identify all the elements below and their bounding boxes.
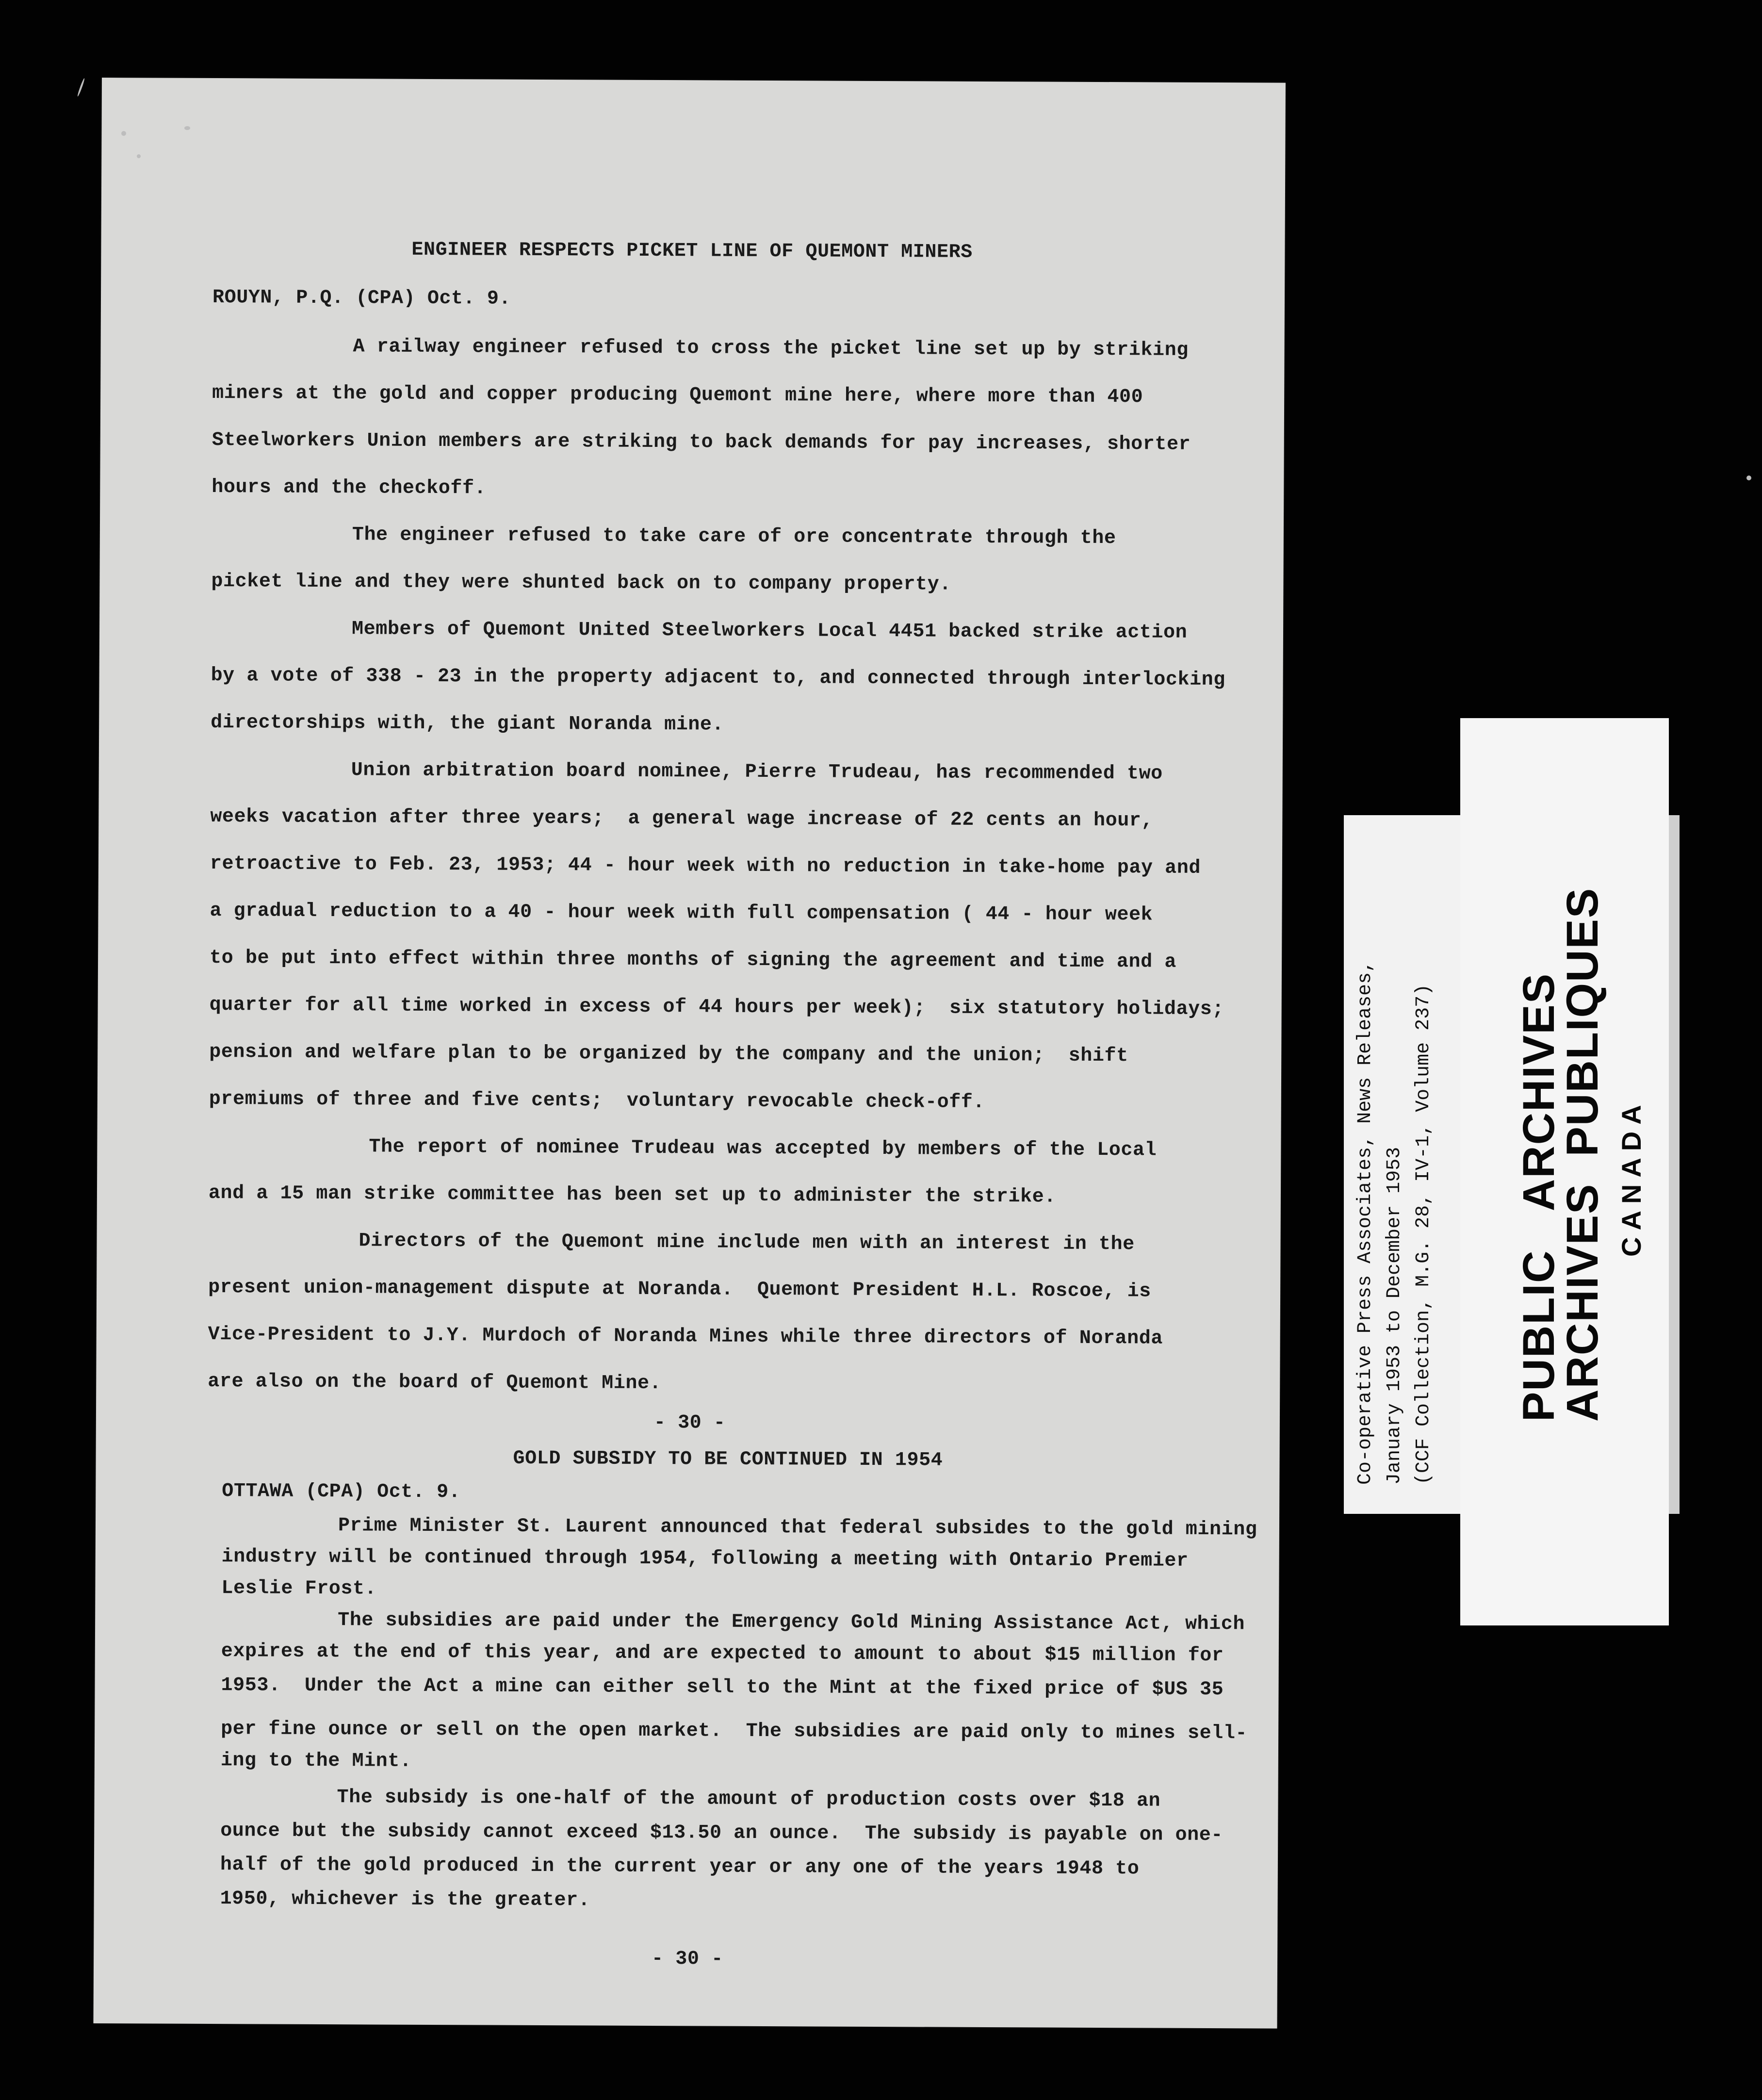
- a1-p4-l8: premiums of three and five cents; voluntary revocable check-off.: [209, 1088, 985, 1114]
- a2-p1-l1: Prime Minister St. Laurent announced that federal subsides to the gold mining: [338, 1515, 1257, 1541]
- typed-document-page: [94, 78, 1286, 2029]
- a2-p2-l2: expires at the end of this year, and are expected to amount to about $15 million for: [221, 1641, 1224, 1667]
- a2-p2-l5: ing to the Mint.: [220, 1750, 412, 1772]
- citation-line-2: January 1953 to December 1953: [1384, 1147, 1405, 1485]
- page-mark-1: - 30 -: [653, 1411, 726, 1434]
- a2-p2-l3: 1953. Under the Act a mine can either sell to the Mint at the fixed price of $US 35: [221, 1674, 1224, 1701]
- archives-country: CANADA: [1616, 1098, 1647, 1257]
- a2-p3-l2: ounce but the subsidy cannot exceed $13.50 an ounce. The subsidy is payable on one-: [220, 1820, 1224, 1847]
- film-speck: [137, 154, 141, 158]
- headline-2: GOLD SUBSIDY TO BE CONTINUED IN 1954: [513, 1447, 943, 1472]
- a1-p5-l2: and a 15 man strike committee has been set up to administer the strike.: [208, 1182, 1056, 1208]
- a1-p4-l6: quarter for all time worked in excess of 44 hours per week); six statutory holidays;: [209, 994, 1224, 1021]
- a1-p2-l2: picket line and they were shunted back on to company property.: [211, 570, 952, 596]
- a2-p3-l4: 1950, whichever is the greater.: [220, 1888, 590, 1912]
- a2-p3-l1: The subsidy is one-half of the amount of production costs over $18 an: [337, 1787, 1161, 1812]
- dateline-1: ROUYN, P.Q. (CPA) Oct. 9.: [212, 286, 511, 310]
- a2-p1-l3: Leslie Frost.: [221, 1577, 377, 1600]
- a1-p4-l4: a gradual reduction to a 40 - hour week with full compensation ( 44 - hour week: [210, 900, 1153, 926]
- a1-p5-l1: The report of nominee Trudeau was accepted by members of the Local: [369, 1136, 1157, 1162]
- citation-line-3: (CCF Collection, M.G. 28, IV-1, Volume 237): [1413, 984, 1435, 1485]
- a1-p6-l2: present union-management dispute at Noranda. Quemont President H.L. Roscoe, is: [208, 1276, 1151, 1303]
- a1-p4-l7: pension and welfare plan to be organized by the company and the union; shift: [209, 1041, 1128, 1067]
- a1-p4-l5: to be put into effect within three months of signing the agreement and time and a: [209, 947, 1177, 973]
- page-mark-2: - 30 -: [651, 1948, 723, 1970]
- a1-p3-l2: by a vote of 338 - 23 in the property adjacent to, and connected through interlocking: [211, 664, 1226, 691]
- film-speck: [1746, 476, 1751, 480]
- citation-line-1: Co-operative Press Associates, News Releases,: [1354, 960, 1376, 1485]
- archives-stamp-card: [1460, 718, 1669, 1625]
- a1-p3-l3: directorships with, the giant Noranda mine.: [211, 711, 724, 736]
- a2-p2-l1: The subsidies are paid under the Emergency Gold Mining Assistance Act, which: [338, 1609, 1245, 1636]
- a1-p1-l2: miners at the gold and copper producing Quemont mine here, where more than 400: [212, 382, 1143, 409]
- a2-p3-l3: half of the gold produced in the current year or any one of the years 1948 to: [220, 1854, 1140, 1880]
- dateline-2: OTTAWA (CPA) Oct. 9.: [222, 1480, 461, 1504]
- a1-p4-l1: Union arbitration board nominee, Pierre Trudeau, has recommended two: [351, 759, 1163, 785]
- archives-name-french: ARCHIVES PUBLIQUES: [1558, 887, 1607, 1422]
- a1-p1-l3: Steelworkers Union members are striking to back demands for pay increases, shorter: [212, 429, 1191, 456]
- a1-p6-l1: Directors of the Quemont mine include men with an interest in the: [359, 1230, 1135, 1256]
- film-speck: [184, 126, 190, 130]
- a1-p6-l4: are also on the board of Quemont Mine.: [208, 1370, 662, 1395]
- a1-p6-l3: Vice-President to J.Y. Murdoch of Noranda Mines while three directors of Noranda: [208, 1323, 1163, 1350]
- citation-label-card: [1344, 815, 1460, 1514]
- a1-p3-l1: Members of Quemont United Steelworkers Local 4451 backed strike action: [351, 618, 1188, 644]
- archives-name-english: PUBLIC ARCHIVES: [1514, 972, 1564, 1422]
- film-scratch: [77, 78, 85, 97]
- a1-p4-l2: weeks vacation after three years; a general wage increase of 22 cents an hour,: [210, 805, 1154, 832]
- a1-p4-l3: retroactive to Feb. 23, 1953; 44 - hour week with no reduction in take-home pay and: [210, 853, 1201, 879]
- a2-p1-l2: industry will be continued through 1954, following a meeting with Ontario Premier: [221, 1546, 1189, 1572]
- a1-p1-l1: A railway engineer refused to cross the picket line set up by striking: [353, 336, 1189, 361]
- film-speck: [121, 131, 126, 136]
- a2-p2-l4: per fine ounce or sell on the open market. The subsidies are paid only to mines sell-: [221, 1718, 1248, 1745]
- a1-p1-l4: hours and the checkoff.: [212, 476, 487, 500]
- headline-1: ENGINEER RESPECTS PICKET LINE OF QUEMONT MINERS: [411, 239, 973, 263]
- a1-p2-l1: The engineer refused to take care of ore concentrate through the: [352, 524, 1116, 550]
- label-edge: [1669, 815, 1680, 1514]
